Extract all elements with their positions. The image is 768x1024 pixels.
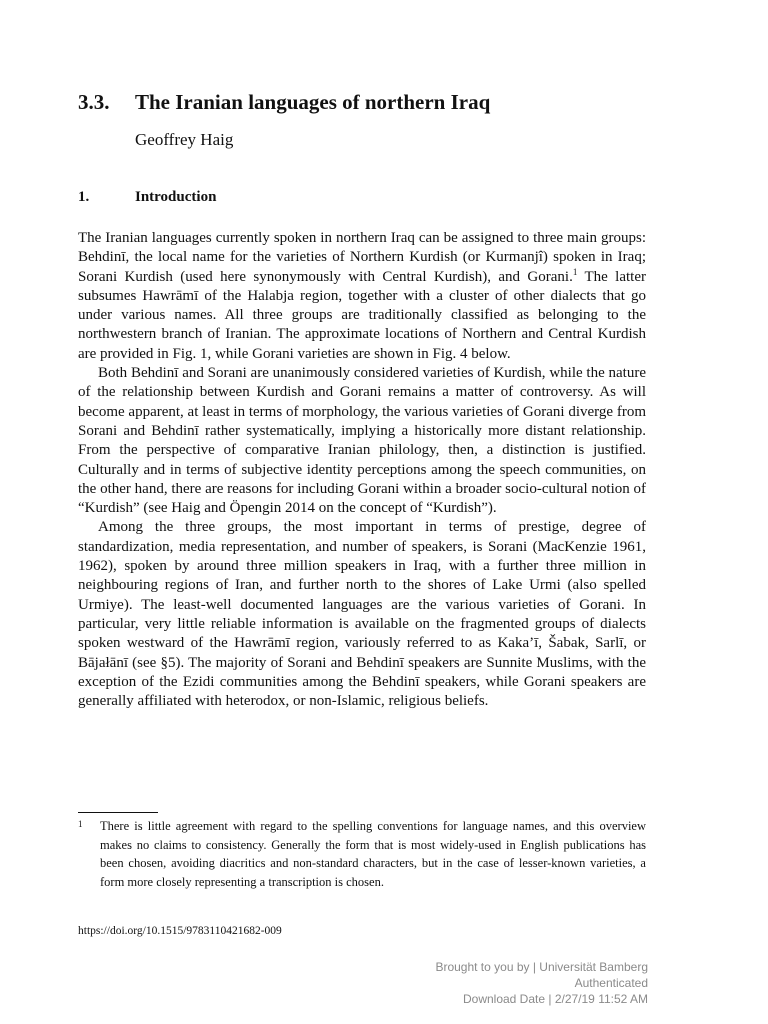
chapter-title-text: The Iranian languages of northern Iraq [135,90,491,114]
footnote-text: There is little agreement with regard to the spelling conventions for language names, and this overview makes no claims to consistency. Generally the form that is most widely-used in English publications has been chosen, avoiding diacritics and non-standard characters, but in the case of lesser-known varieties, a form more closely representing a transcription is chosen. [100,819,646,889]
paragraph-1-part-b: The latter subsumes Hawrāmī of the Halabja region, together with a cluster of other dialects that go under various names. All three groups are traditionally classified as belonging to the northwestern branch of Iranian. The approximate locations of Northern and Central Kurdish are provided in Fig. 1, while Gorani varieties are shown in Fig. 4 below. [78,268,646,362]
doi-link[interactable]: https://doi.org/10.1515/9783110421682-009 [78,925,282,937]
provenance-watermark [435,959,648,1007]
section-number: 1. [78,189,90,205]
paragraph-3: Among the three groups, the most important in terms of prestige, degree of standardization, media representation, and number of speakers, is Sorani (MacKenzie 1961, 1962), spoken by around three million speakers in Iraq, with a further three million in neighbouring regions of Iran, and further north to the shores of Lake Urmi (also spelled Urmiye). The least-well documented languages are the various varieties of Gorani. In particular, very little reliable information is available on the fragmented groups of dialects spoken westward of the Hawrāmī region, variously referred to as Kaka’ī, Šabak, Sarlī, or Bājałānī (see §5). The majority of Sorani and Behdinī speakers are Sunnite Muslims, with the exception of the Ezidi communities among the Behdinī speakers, while Gorani speakers are generally affiliated with heterodox, or non-Islamic, religious beliefs. [78,519,646,710]
provenance-line-3: Download Date | 2/27/19 11:52 AM [462,992,648,1006]
footnote-reference[interactable]: 1 [572,266,578,277]
provenance-line-1: Brought to you by | Universität Bamberg [435,960,648,974]
chapter-title [78,90,490,115]
section-title: Introduction [135,189,217,205]
provenance-line-2: Authenticated [574,976,648,990]
footnote-mark: 1 [78,819,83,829]
paragraph-1-part-a: The Iranian languages currently spoken in northern Iraq can be assigned to three main groups: Behdinī, the local name for the varieties of Northern Kurdish (or Kurmanjî) spoken in Iraq; Sorani Kurdish (used here synonymously with Central Kurdish), and Gorani. [78,230,646,285]
chapter-number: 3.3. [78,90,110,114]
section-heading [78,189,216,206]
chapter-author: Geoffrey Haig [135,130,234,149]
footnote-divider [78,812,158,813]
paragraph-1 [78,229,646,364]
footnote-1 [78,817,646,891]
body-text [78,229,646,711]
paragraph-2: Both Behdinī and Sorani are unanimously considered varieties of Kurdish, while the nature of the relationship between Kurdish and Gorani remains a matter of controversy. As will become apparent, at least in terms of morphology, the various varieties of Gorani diverge from Sorani and Behdinī rather systematically, implying a historically more distant relationship. From the perspective of comparative Iranian philology, then, a distinction is justified. Culturally and in terms of subjective identity perceptions among the speech communities, on the other hand, there are reasons for including Gorani within a broader socio-cultural notion of “Kurdish” (see Haig and Öpengin 2014 on the concept of “Kurdish”). [78,365,646,517]
